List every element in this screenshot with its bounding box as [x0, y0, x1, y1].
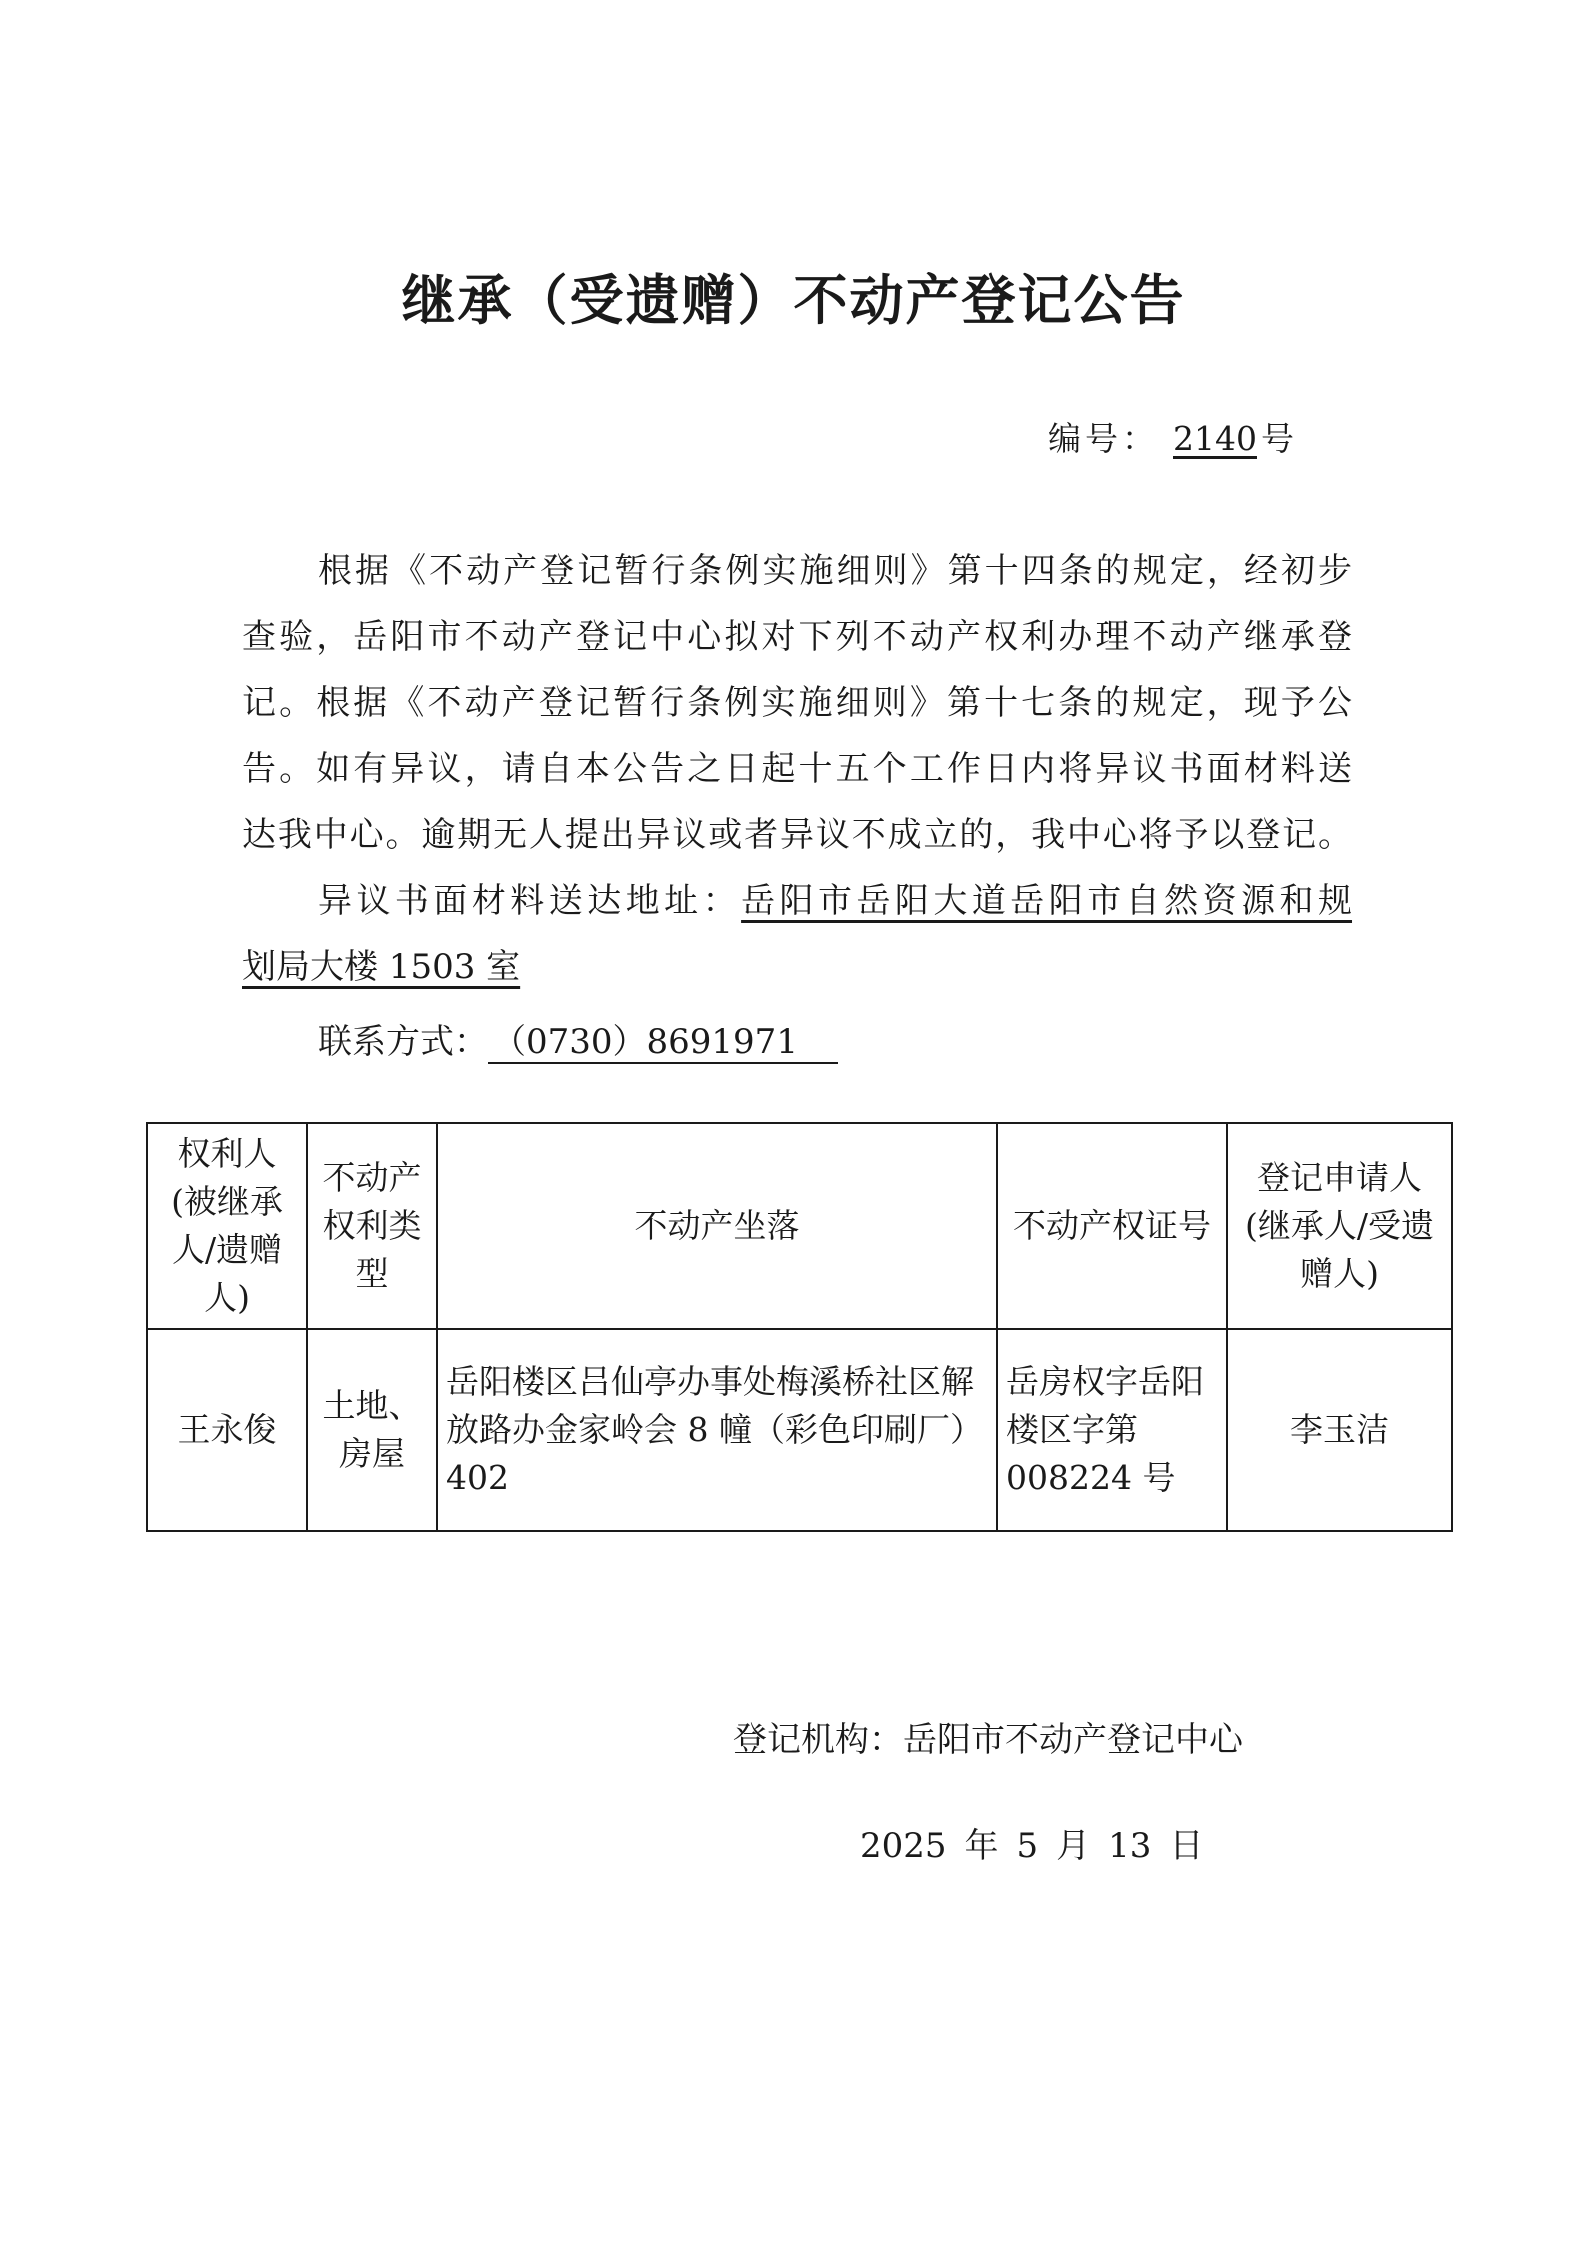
address-line — [242, 868, 1352, 934]
body-line: 查验，岳阳市不动产登记中心拟对下列不动产权利办理不动产继承登 — [242, 617, 1352, 657]
table-row — [147, 1329, 1452, 1531]
contact-value: （0730）8691971 — [488, 1022, 838, 1064]
address-value-cont: 划局大楼 1503 室 — [242, 947, 521, 987]
table-header-row — [147, 1123, 1452, 1329]
date-month-unit: 月 — [1056, 1826, 1091, 1866]
page-title: 继承（受遗赠）不动产登记公告 — [401, 269, 1186, 332]
notice-number-suffix: 号 — [1260, 419, 1298, 458]
records-table — [146, 1122, 1453, 1532]
notice-date — [860, 1818, 1221, 1867]
date-month: 5 — [1016, 1826, 1039, 1866]
address-value: 岳阳市岳阳大道岳阳市自然资源和规 — [741, 881, 1353, 921]
header-location: 不动产坐落 — [437, 1123, 997, 1329]
header-cert-no: 不动产权证号 — [997, 1123, 1227, 1329]
address-line-2 — [242, 934, 1352, 1000]
date-year: 2025 — [860, 1826, 947, 1866]
registration-org: 登记机构：岳阳市不动产登记中心 — [733, 1720, 1243, 1760]
cell-holder: 王永俊 — [147, 1329, 307, 1531]
date-year-unit: 年 — [964, 1826, 999, 1866]
notice-number — [1048, 413, 1298, 460]
cell-location: 岳阳楼区吕仙亭办事处梅溪桥社区解放路办金家岭会 8 幢（彩色印刷厂）402 — [437, 1329, 997, 1531]
notice-number-label: 编号： — [1048, 419, 1159, 458]
cell-right-type: 土地、房屋 — [307, 1329, 437, 1531]
notice-number-value: 2140 — [1173, 419, 1257, 458]
address-label: 异议书面材料送达地址： — [318, 881, 742, 921]
date-day: 13 — [1108, 1826, 1152, 1866]
header-applicant: 登记申请人(继承人/受遗赠人) — [1227, 1123, 1452, 1329]
contact-label: 联系方式： — [318, 1022, 488, 1062]
contact-line — [318, 1014, 838, 1064]
date-day-unit: 日 — [1169, 1826, 1204, 1866]
cell-applicant: 李玉洁 — [1227, 1329, 1452, 1531]
body-line: 告。如有异议，请自本公告之日起十五个工作日内将异议书面材料送 — [242, 749, 1352, 789]
header-right-type: 不动产权利类型 — [307, 1123, 437, 1329]
body-line: 记。根据《不动产登记暂行条例实施细则》第十七条的规定，现予公 — [242, 683, 1352, 723]
notice-body — [242, 538, 1352, 1000]
body-line: 根据《不动产登记暂行条例实施细则》第十四条的规定，经初步 — [318, 551, 1352, 591]
body-line: 达我中心。逾期无人提出异议或者异议不成立的，我中心将予以登记。 — [242, 815, 1352, 855]
cell-cert-no: 岳房权字岳阳楼区字第 008224 号 — [997, 1329, 1227, 1531]
header-holder: 权利人(被继承人/遗赠人) — [147, 1123, 307, 1329]
